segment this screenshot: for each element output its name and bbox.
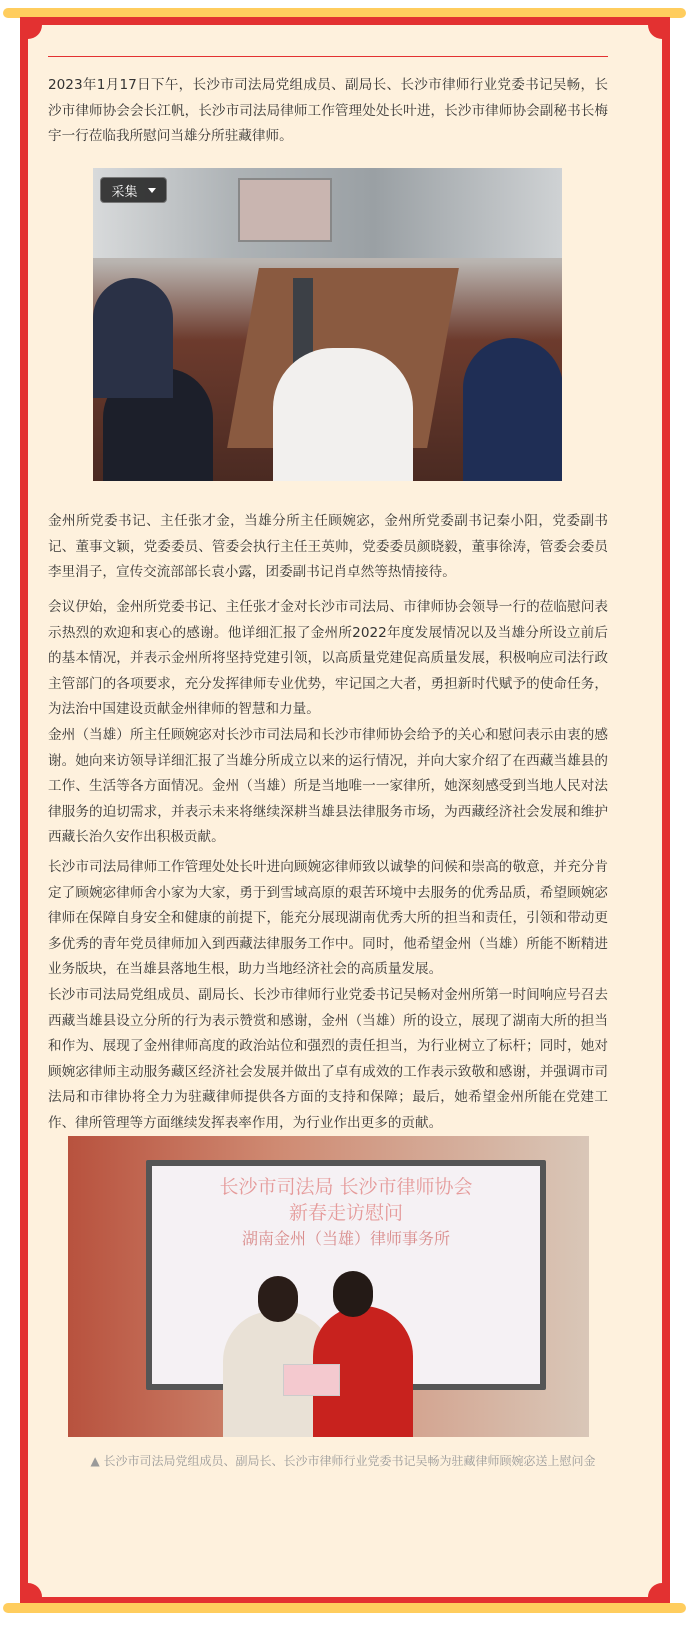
chevron-down-icon (148, 188, 156, 193)
paragraph: 金州所党委书记、主任张才金，当雄分所主任顾婉宓，金州所党委副书记秦小阳，党委副书记、董事文颖，党委委员、管委会执行主任王英帅，党委委员颜晓毅，董事徐涛，管委会委员李里涓子，宣传交流部部长袁小露，团委副书记肖卓然等热情接待。 (48, 513, 608, 580)
paragraph: 会议伊始，金州所党委书记、主任张才金对长沙市司法局、市律师协会领导一行的莅临慰问表示热烈的欢迎和衷心的感谢。他详细汇报了金州所2022年度发展情况以及当雄分所设立前后的基本情况，并表示金州所将坚持党建引领，以高质量党建促高质量发展，积极响应司法行政主管部门的各项要求，充分发挥律师专业优势，牢记国之大者，勇担新时代赋予的使命任务，为法治中国建设贡献金州律师的智慧和力量。 (48, 599, 608, 717)
collect-label: 采集 (111, 184, 138, 200)
meeting-photo (93, 168, 562, 481)
paragraph: 长沙市司法局党组成员、副局长、长沙市律师行业党委书记吴畅对金州所第一时间响应号召去西藏当雄县设立分所的行为表示赞赏和感谢，金州（当雄）所的设立，展现了湖南大所的担当和作为、展现了金州律师高度的政治站位和强烈的责任担当，为行业树立了标杆；同时，她对顾婉宓律师主动服务藏区经济社会发展并做出了卓有成效的工作表示致敬和感谢，并强调市司法局和市律协将全力为驻藏律师提供各方面的支持和保障；最后，她希望金州所能在党建工作、律所管理等方面继续发挥表率作用，为行业作出更多的贡献。 (48, 987, 608, 1131)
screen-subtitle: 新春走访慰问 (288, 1202, 403, 1224)
screen-firm-name: 湖南金州（当雄）律师事务所 (241, 1229, 450, 1248)
paragraph: 金州（当雄）所主任顾婉宓对长沙市司法局和长沙市律师协会给予的关心和慰问表示由衷的感谢。她向来访领导详细汇报了当雄分所成立以来的运行情况，并向大家介绍了在西藏当雄县的工作、生活等各方面情况。金州（当雄）所是当地唯一一家律所，她深刻感受到当地人民对法律服务的迫切需求，并表示未来将继续深耕当雄县法律服务市场，为西藏经济社会发展和维护西藏长治久安作出积极贡献。 (48, 727, 608, 845)
divider (48, 56, 608, 57)
paragraph: 2023年1月17日下午，长沙市司法局党组成员、副局长、长沙市律师行业党委书记吴畅，长沙市律师协会会长江帆，长沙市司法局律师工作管理处处长叶进，长沙市律师协会副秘书长梅宇一行莅临我所慰问当雄分所驻藏律师。 (48, 77, 608, 144)
visit-photo (68, 1136, 589, 1437)
screen-title: 长沙市司法局 长沙市律师协会 (219, 1176, 473, 1198)
bottom-decor-bar (3, 1603, 686, 1613)
collect-button[interactable] (100, 177, 167, 203)
paragraph: 长沙市司法局律师工作管理处处长叶进向顾婉宓律师致以诚挚的问候和崇高的敬意，并充分肯定了顾婉宓律师舍小家为大家，勇于到雪域高原的艰苦环境中去服务的优秀品质，希望顾婉宓律师在保障自身安全和健康的前提下，能充分展现湖南优秀大所的担当和责任，引领和带动更多优秀的青年党员律师加入到西藏法律服务工作中。同时，他希望金州（当雄）所能不断精进业务版块，在当雄县落地生根，助力当地经济社会的高质量发展。 (48, 859, 608, 977)
photo-caption: ▲ 长沙市司法局党组成员、副局长、长沙市律师行业党委书记吴畅为驻藏律师顾婉宓送上慰问金 (90, 1454, 596, 1468)
